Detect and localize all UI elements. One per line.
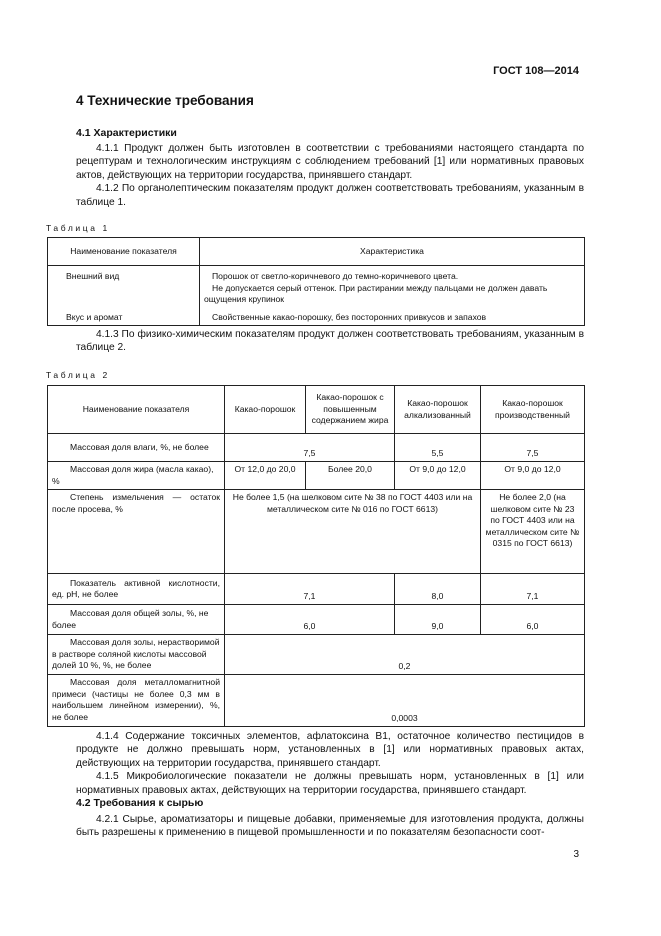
value-cell: 7,5 xyxy=(225,434,395,462)
indicator-name: Массовая доля металломагнитной примеси (частицы не более 0,3 мм в наибольшем линейном измерении), %, не более xyxy=(48,675,225,727)
table-row xyxy=(48,675,585,727)
section-title: 4 Технические требования xyxy=(76,93,254,108)
characteristic-cell xyxy=(200,266,585,306)
characteristic-line: Не допускается серый оттенок. При растирании между пальцами не должен давать ощущения крупинок xyxy=(204,282,548,304)
paragraph-text: 4.1.3 По физико-химическим показателям продукт должен соответствовать требованиям, указанным в таблице 2. xyxy=(76,329,584,354)
value-cell: Не более 2,0 (на шелковом сите № 23 по ГОСТ 4403 или на металлическом сите № 0315 по ГОСТ 6613) xyxy=(481,490,585,574)
table-row xyxy=(48,434,585,462)
subsection-title: 4.1 Характеристики xyxy=(76,127,177,139)
column-header: Наименование показателя xyxy=(48,386,225,434)
value-cell: 8,0 xyxy=(395,574,481,605)
table-row xyxy=(48,266,585,306)
column-header: Какао-порошок xyxy=(225,386,306,434)
value-cell: Более 20,0 xyxy=(306,462,395,490)
value-cell: 0,0003 xyxy=(225,675,585,727)
value-cell: Не более 1,5 (на шелковом сите № 38 по ГОСТ 4403 или на металлическом сите № 016 по ГОСТ 6613) xyxy=(225,490,481,574)
table-1 xyxy=(47,237,585,326)
paragraph-4-1-2: 4.1.2 По органолептическим показателям продукт должен соответствовать требованиям, указанным в таблице 1. xyxy=(76,183,584,208)
table-header xyxy=(48,386,585,434)
characteristic-cell: Свойственные какао-порошку, без посторонних привкусов и запахов xyxy=(200,306,585,326)
indicator-name: Массовая доля влаги, %, не более xyxy=(48,434,225,462)
paragraph-4-2-1: 4.2.1 Сырье, ароматизаторы и пищевые добавки, применяемые для изготовления продукта, должны быть разрешены к применению в пищевой промышленности и по показателям безопасности соот- xyxy=(76,814,584,839)
value-cell: От 12,0 до 20,0 xyxy=(225,462,306,490)
table-2 xyxy=(47,385,585,727)
value-cell: 6,0 xyxy=(225,605,395,635)
column-header: Характеристика xyxy=(200,238,585,266)
indicator-name: Массовая доля общей золы, %, не более xyxy=(48,605,225,635)
indicator-name: Массовая доля жира (масла какао), % xyxy=(48,462,225,490)
subsection-title-4-2: 4.2 Требования к сырью xyxy=(76,797,204,809)
value-cell: 6,0 xyxy=(481,605,585,635)
paragraphs-after xyxy=(76,730,584,797)
table2-caption: Таблица 2 xyxy=(46,370,110,380)
document-code: ГОСТ 108—2014 xyxy=(493,65,579,77)
paragraph-4-1-5: 4.1.5 Микробиологические показатели не должны превышать норм, установленных в [1] или нормативных правовых актах, действующих на территории государства, принявшего стандарт. xyxy=(76,771,584,796)
value-cell: 0,2 xyxy=(225,635,585,675)
table-header xyxy=(48,238,585,266)
paragraphs-4-1 xyxy=(76,142,584,209)
value-cell: 9,0 xyxy=(395,605,481,635)
table-row xyxy=(48,635,585,675)
paragraph-4-1-3 xyxy=(76,328,584,355)
table-row xyxy=(48,605,585,635)
value-cell: 5,5 xyxy=(395,434,481,462)
value-cell: 7,1 xyxy=(481,574,585,605)
paragraph-4-2-1-wrap xyxy=(76,813,584,840)
table-row xyxy=(48,490,585,574)
column-header: Наименование показателя xyxy=(48,238,200,266)
indicator-name: Степень измельчения — остаток после просева, % xyxy=(48,490,225,574)
page-number: 3 xyxy=(573,849,579,860)
indicator-name: Массовая доля золы, нерастворимой в растворе соляной кислоты массовой долей 10 %, %, не более xyxy=(48,635,225,675)
value-cell: От 9,0 до 12,0 xyxy=(481,462,585,490)
paragraph-4-1-1: 4.1.1 Продукт должен быть изготовлен в соответствии с требованиями настоящего стандарта по рецептурам и технологическим инструкциям с соблюдением требований [1] или нормативных правовых актов, действующих на территории государства, принявшего стандарт. xyxy=(76,143,584,181)
indicator-name: Внешний вид xyxy=(48,266,200,306)
paragraph-4-1-4: 4.1.4 Содержание токсичных элементов, афлатоксина B1, остаточное количество пестицидов в продукте не должно превышать норм, установленных в [1] или нормативных правовых актах, действующих на территории государства, принявшего стандарт. xyxy=(76,731,584,769)
value-cell: 7,5 xyxy=(481,434,585,462)
table-row xyxy=(48,462,585,490)
table1-caption: Таблица 1 xyxy=(46,223,110,233)
value-cell: 7,1 xyxy=(225,574,395,605)
indicator-name: Показатель активной кислотности, ед. рН, не более xyxy=(48,574,225,605)
column-header: Какао-порошок с повышенным содержанием жира xyxy=(306,386,395,434)
value-cell: От 9,0 до 12,0 xyxy=(395,462,481,490)
characteristic-line: Порошок от светло-коричневого до темно-коричневого цвета. xyxy=(212,271,459,281)
table-row xyxy=(48,574,585,605)
indicator-name: Вкус и аромат xyxy=(48,306,200,326)
column-header: Какао-порошок производственный xyxy=(481,386,585,434)
table-row xyxy=(48,306,585,326)
column-header: Какао-порошок алкализованный xyxy=(395,386,481,434)
